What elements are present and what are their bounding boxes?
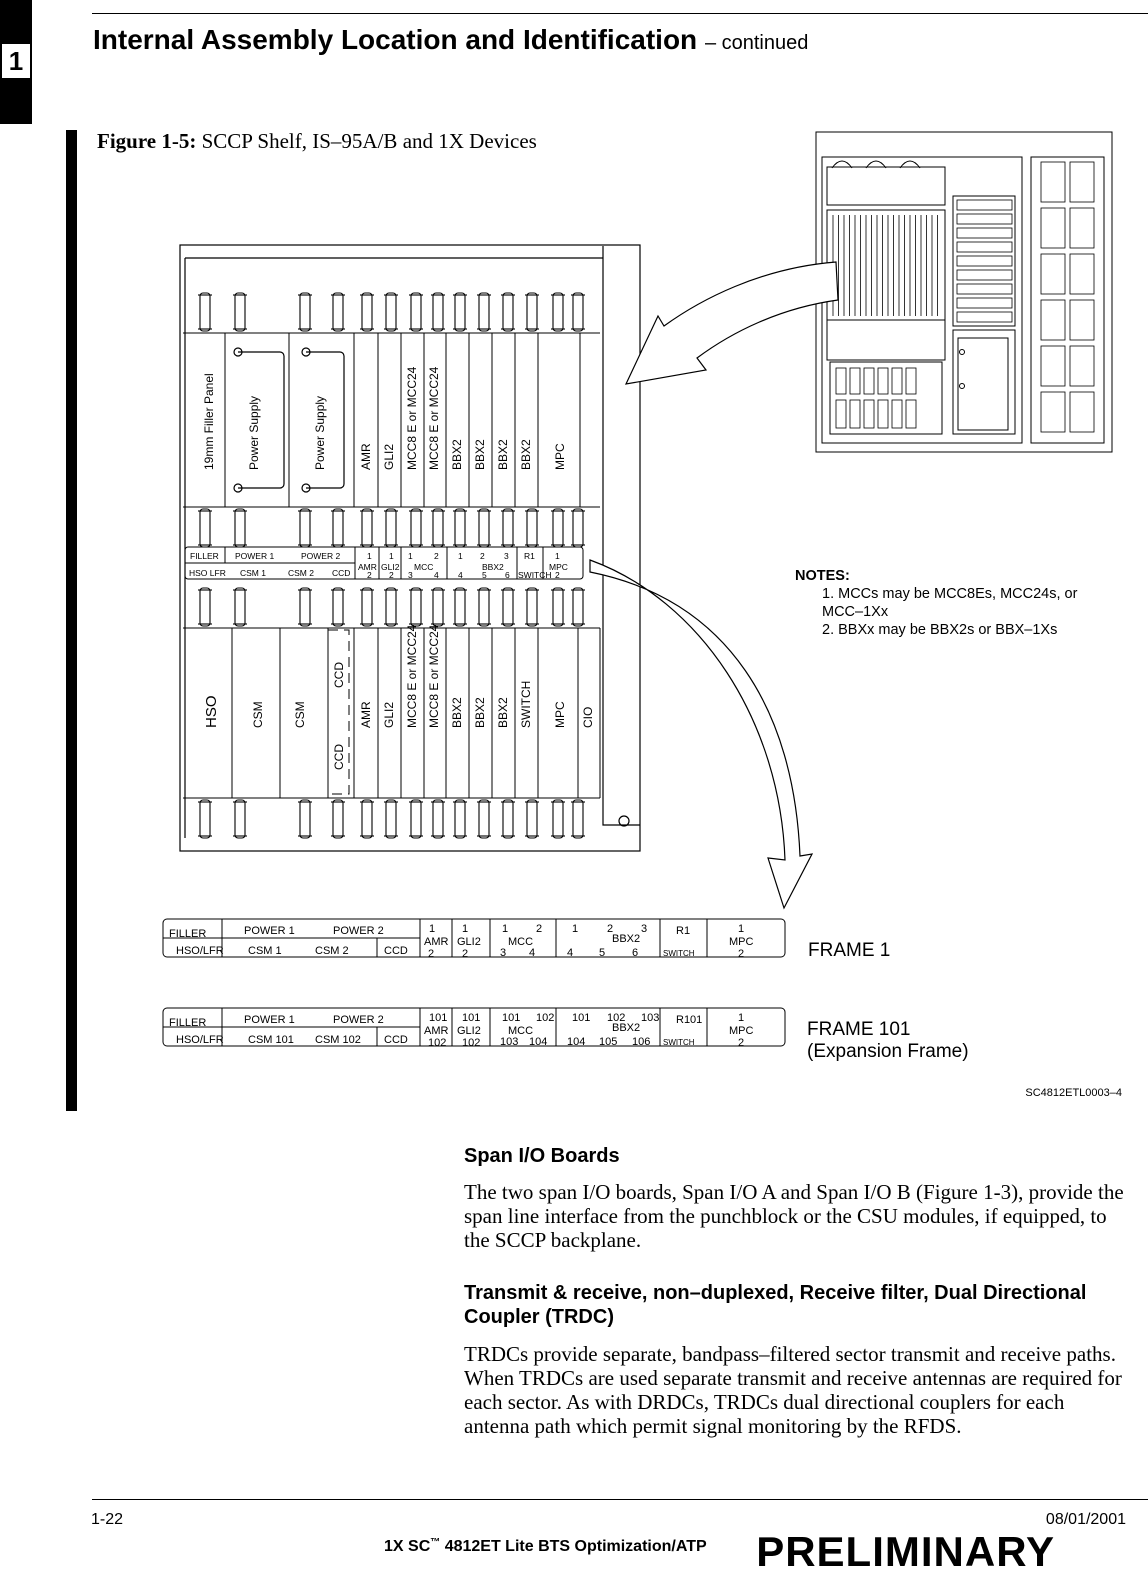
strip-label: MCC <box>414 562 434 572</box>
thumb-filter <box>957 200 1012 210</box>
frame-cell-text: CSM 101 <box>248 1034 294 1046</box>
card-guide <box>433 588 443 626</box>
card-guide <box>503 800 513 838</box>
thumb-slot <box>906 368 916 394</box>
card-guide <box>573 509 583 547</box>
frame-cell-text: CSM 1 <box>248 945 282 957</box>
thumb-module <box>1041 346 1065 386</box>
strip-label: 2 <box>480 551 485 561</box>
frame-cell-text: 4 <box>529 947 536 959</box>
board-label: MCC8 E or MCC24 <box>427 624 441 728</box>
card-guide <box>411 293 421 331</box>
strip-label: 2 <box>555 570 560 580</box>
note-item: 2. BBXx may be BBX2s or BBX–1Xs <box>822 622 1058 638</box>
strip-label: 3 <box>408 570 413 580</box>
frame-cell-text: 2 <box>536 923 543 935</box>
frame-cell-text: BBX2 <box>612 933 641 945</box>
strip-label: 6 <box>505 570 510 580</box>
card-guide <box>573 588 583 626</box>
card-guide <box>362 293 372 331</box>
card-guide <box>386 293 396 331</box>
strip-label: 1 <box>367 551 372 561</box>
frame-cell-text: R101 <box>676 1014 703 1026</box>
frame-cell-text: POWER 2 <box>333 925 384 937</box>
thumb-module <box>1041 392 1065 432</box>
frame-cell-text: 2 <box>428 948 435 960</box>
callout-arrow-upper <box>626 262 838 384</box>
frame-cell-text: 6 <box>632 947 639 959</box>
footer-date: 08/01/2001 <box>1045 1511 1126 1528</box>
card-guide <box>333 293 343 331</box>
thumb-slot <box>878 368 888 394</box>
frame-cell-text: MCC <box>508 936 534 948</box>
board-label: AMR <box>359 701 373 728</box>
card-guide <box>362 588 372 626</box>
thumb-filter <box>957 270 1012 280</box>
board-label: GLI2 <box>382 701 396 728</box>
strip-label: MPC <box>549 562 568 572</box>
note-item: 1. MCCs may be MCC8Es, MCC24s, or <box>822 586 1078 602</box>
card-guide <box>433 509 443 547</box>
frame-cell-text: FILLER <box>169 1017 207 1029</box>
card-guide <box>479 800 489 838</box>
frame-cell-text: 103 <box>500 1036 519 1048</box>
strip-label: SWITCH <box>518 570 552 580</box>
strip-label: 2 <box>389 570 394 580</box>
board-label: BBX2 <box>450 697 464 728</box>
card-guide <box>479 588 489 626</box>
frame-cell-text: AMR <box>424 936 449 948</box>
frame-cell-text: 102 <box>607 1012 626 1024</box>
strip-label: CSM 1 <box>240 568 266 578</box>
thumb-filter <box>957 256 1012 266</box>
strip-label: CSM 2 <box>288 568 314 578</box>
frame-cell-text: 2 <box>738 1037 745 1049</box>
strip-label: CCD <box>332 568 351 578</box>
card-guides-bottom-lower <box>198 800 585 838</box>
frame-cell-text: 1 <box>429 923 436 935</box>
note-item: MCC–1Xx <box>822 604 889 620</box>
thumb-filter <box>957 214 1012 224</box>
card-guide <box>411 800 421 838</box>
card-guide <box>455 588 465 626</box>
strip-label: POWER 2 <box>301 551 341 561</box>
frame-cell-text: 101 <box>502 1012 521 1024</box>
card-guides-bottom-upper <box>198 588 585 626</box>
card-guide <box>503 509 513 547</box>
strip-label: GLI2 <box>381 562 400 572</box>
frame-cell-text: 2 <box>738 948 745 960</box>
section-body-span-io: The two span I/O boards, Span I/O A and Span I/O B (Figure 1-3), provide the span line interface from the punchblock or the CSU modules, if equipped, to the SCCP backplane. <box>464 1180 1124 1252</box>
card-guides-top-upper <box>198 293 585 331</box>
strip-label: HSO LFR <box>189 568 226 578</box>
strip-label: FILLER <box>190 551 219 561</box>
frame-cell-text: 106 <box>632 1036 651 1048</box>
frame-cell-text: CSM 2 <box>315 945 349 957</box>
frame-cell-text: 3 <box>641 923 648 935</box>
board-label: BBX2 <box>473 439 487 470</box>
figure-caption-text: SCCP Shelf, IS–95A/B and 1X Devices <box>201 129 537 153</box>
frame-cell-text: 1 <box>462 923 469 935</box>
card-guide <box>200 588 210 626</box>
card-guide <box>333 588 343 626</box>
thumb-slot <box>878 400 888 428</box>
thumb-module <box>1070 392 1094 432</box>
figure-label: Figure 1-5: <box>97 129 197 153</box>
card-guide <box>527 588 537 626</box>
card-guide <box>411 588 421 626</box>
frame-cell-text: CCD <box>384 945 408 957</box>
frame-cell-text: MPC <box>729 936 754 948</box>
figure-id: SC4812ETL0003–4 <box>1025 1087 1122 1099</box>
card-guide <box>235 293 245 331</box>
frame-cell-text: CSM 102 <box>315 1034 361 1046</box>
frame-cell-text: 103 <box>641 1012 660 1024</box>
frame-cell-text: 105 <box>599 1036 618 1048</box>
card-guide <box>527 800 537 838</box>
thumb-module <box>1070 208 1094 248</box>
header-continued: – continued <box>704 32 809 54</box>
frame-cell-text: 2 <box>462 948 469 960</box>
board-label: GLI2 <box>382 443 396 470</box>
card-guide <box>455 509 465 547</box>
strip-label: 1 <box>389 551 394 561</box>
card-guide <box>362 800 372 838</box>
thumb-filter <box>957 228 1012 238</box>
frame-cell-text: 104 <box>529 1036 548 1048</box>
frame-cell-text: GLI2 <box>457 936 481 948</box>
thumb-slot <box>850 368 860 394</box>
board-label: CCD <box>332 744 346 770</box>
card-guide <box>553 509 563 547</box>
card-guide <box>386 588 396 626</box>
thumb-slot <box>892 368 902 394</box>
footer-title-a: 1X SC <box>384 1538 431 1555</box>
card-guide <box>503 293 513 331</box>
card-guide <box>433 800 443 838</box>
board-label: HSO <box>203 695 220 728</box>
strip-label: 2 <box>434 551 439 561</box>
card-guide <box>527 293 537 331</box>
frame-cell-text: HSO/LFR <box>176 945 224 957</box>
callout-arrow-lower <box>590 560 812 908</box>
board-label: BBX2 <box>496 697 510 728</box>
thumb-module <box>1041 300 1065 340</box>
strip-label: 2 <box>367 570 372 580</box>
frame-cell-text: AMR <box>424 1025 449 1037</box>
frame-cell-text: 101 <box>429 1012 448 1024</box>
thumb-filter <box>957 284 1012 294</box>
board-label: AMR <box>359 443 373 470</box>
frame-cell-text: 3 <box>500 947 507 959</box>
footer-rule <box>92 1499 1148 1500</box>
thumb-filter <box>957 298 1012 308</box>
card-guide <box>333 509 343 547</box>
board-label: SWITCH <box>519 680 533 728</box>
card-guide <box>411 509 421 547</box>
card-guides-top-lower <box>198 509 585 547</box>
frame-cell-text: 1 <box>572 923 579 935</box>
frame-101-label: FRAME 101 <box>807 1019 911 1040</box>
frame-cell-text: 104 <box>567 1036 586 1048</box>
card-guide <box>386 509 396 547</box>
frame-cell-text: 4 <box>567 947 574 959</box>
thumb-module <box>1041 208 1065 248</box>
notes-heading: NOTES: <box>795 568 850 584</box>
card-guide <box>333 800 343 838</box>
card-guide <box>386 800 396 838</box>
frame-cell-text: 1 <box>738 923 745 935</box>
board-label: MCC8 E or MCC24 <box>405 366 419 470</box>
card-guide <box>573 293 583 331</box>
frame-cell-text: HSO/LFR <box>176 1034 224 1046</box>
figure-notes <box>795 567 1077 639</box>
frame-cell-text: 2 <box>607 923 614 935</box>
card-guide <box>455 293 465 331</box>
frame-cell-text: MCC <box>508 1025 534 1037</box>
strip-label: 3 <box>504 551 509 561</box>
section-body-trdc: TRDCs provide separate, bandpass–filtered sector transmit and receive paths. When TRDCs are used separate transmit and receive antennas are required for each sector. As with DRDCs, TRDCs dual directional couplers for each antenna path which permit signal monitoring by the RFDS. <box>464 1342 1122 1438</box>
thumb-module <box>1070 346 1094 386</box>
strip-label: 4 <box>434 570 439 580</box>
thumb-module <box>1070 162 1094 202</box>
card-guide <box>503 588 513 626</box>
footer-title <box>384 1537 707 1556</box>
card-guide <box>362 509 372 547</box>
strip-label: POWER 1 <box>235 551 275 561</box>
card-guide <box>479 509 489 547</box>
thumb-module <box>1070 300 1094 340</box>
card-guide <box>235 800 245 838</box>
strip-label: BBX2 <box>482 562 504 572</box>
board-label: BBX2 <box>473 697 487 728</box>
card-guide <box>455 800 465 838</box>
frame-cell-text: R1 <box>676 925 691 937</box>
board-label: MPC <box>553 443 567 470</box>
card-guide <box>300 800 310 838</box>
footer-title-b: 4812ET Lite BTS Optimization/ATP <box>440 1538 707 1555</box>
thumb-module <box>1041 162 1065 202</box>
card-guide <box>200 800 210 838</box>
card-guide <box>433 293 443 331</box>
card-guide <box>235 588 245 626</box>
frame-cell-text: MPC <box>729 1025 754 1037</box>
frame-cell-text: 5 <box>599 947 606 959</box>
frame-cell-text: FILLER <box>169 928 207 940</box>
frame-cell-text: 1 <box>502 923 509 935</box>
thumb-slot <box>864 368 874 394</box>
frame-cell-text: POWER 1 <box>244 925 295 937</box>
card-guide <box>300 588 310 626</box>
board-label: Power Supply <box>313 395 327 470</box>
frame-cell-text: BBX2 <box>612 1022 641 1034</box>
section-heading-trdc: Transmit & receive, non–duplexed, Receive filter, Dual Directional Coupler (TRDC) <box>464 1282 1087 1328</box>
strip-label: 1 <box>408 551 413 561</box>
frame-cell-text: POWER 1 <box>244 1014 295 1026</box>
card-guide <box>200 293 210 331</box>
thumb-slot <box>836 400 846 428</box>
card-guide <box>573 800 583 838</box>
board-label: CCD <box>332 662 346 688</box>
board-label: CSM <box>293 701 307 728</box>
preliminary-stamp: PRELIMINARY <box>756 1528 1055 1575</box>
shelf-frame <box>180 245 640 851</box>
strip-label: 1 <box>458 551 463 561</box>
strip-label: 4 <box>458 570 463 580</box>
strip-label: 5 <box>482 570 487 580</box>
header-title-text: Internal Assembly Location and Identification <box>93 24 698 55</box>
frame-cell-text: SWITCH <box>663 949 695 958</box>
board-label: MCC8 E or MCC24 <box>405 624 419 728</box>
frame-cell-text: POWER 2 <box>333 1014 384 1026</box>
frame-101-sublabel: (Expansion Frame) <box>807 1041 969 1062</box>
footer-page-number: 1-22 <box>91 1511 124 1528</box>
board-label: MPC <box>553 701 567 728</box>
section-heading-span-io: Span I/O Boards <box>464 1145 620 1167</box>
frame-cell-text: 101 <box>572 1012 591 1024</box>
board-label: BBX2 <box>519 439 533 470</box>
board-label: BBX2 <box>450 439 464 470</box>
chapter-number: 1 <box>2 44 30 78</box>
board-label: CIO <box>581 706 595 728</box>
strip-label: R1 <box>524 551 535 561</box>
thumb-module <box>1041 254 1065 294</box>
board-label: CSM <box>251 701 265 728</box>
frame-cell-text: GLI2 <box>457 1025 481 1037</box>
frame-1-label: FRAME 1 <box>808 940 891 961</box>
thumb-slot <box>864 400 874 428</box>
board-label: Power Supply <box>247 395 261 470</box>
thumb-filter <box>957 312 1012 322</box>
card-guide <box>527 509 537 547</box>
card-guide <box>553 588 563 626</box>
card-guide <box>553 800 563 838</box>
thumb-slot <box>906 400 916 428</box>
thumb-slot <box>850 400 860 428</box>
card-guide <box>300 293 310 331</box>
thumb-module <box>1070 254 1094 294</box>
frame-cell-text: 1 <box>738 1012 745 1024</box>
frame-cell-text: 102 <box>428 1037 447 1049</box>
card-guide <box>479 293 489 331</box>
frame-cell-text: CCD <box>384 1034 408 1046</box>
card-guide <box>553 293 563 331</box>
trademark-symbol: ™ <box>430 1537 441 1548</box>
frame-cell-text: 101 <box>462 1012 481 1024</box>
board-label: BBX2 <box>496 439 510 470</box>
thumb-slot <box>836 368 846 394</box>
card-guide <box>200 509 210 547</box>
frame-cell-text: 102 <box>536 1012 555 1024</box>
card-guide <box>300 509 310 547</box>
thumb-filter <box>957 242 1012 252</box>
board-label: 19mm Filler Panel <box>202 373 216 470</box>
frame-cell-text: SWITCH <box>663 1038 695 1047</box>
frame-cell-text: 102 <box>462 1037 481 1049</box>
thumb-slot <box>892 400 902 428</box>
top-board-row <box>183 333 600 507</box>
strip-label: 1 <box>555 551 560 561</box>
board-label: MCC8 E or MCC24 <box>427 366 441 470</box>
card-guide <box>235 509 245 547</box>
strip-label: AMR <box>358 562 377 572</box>
